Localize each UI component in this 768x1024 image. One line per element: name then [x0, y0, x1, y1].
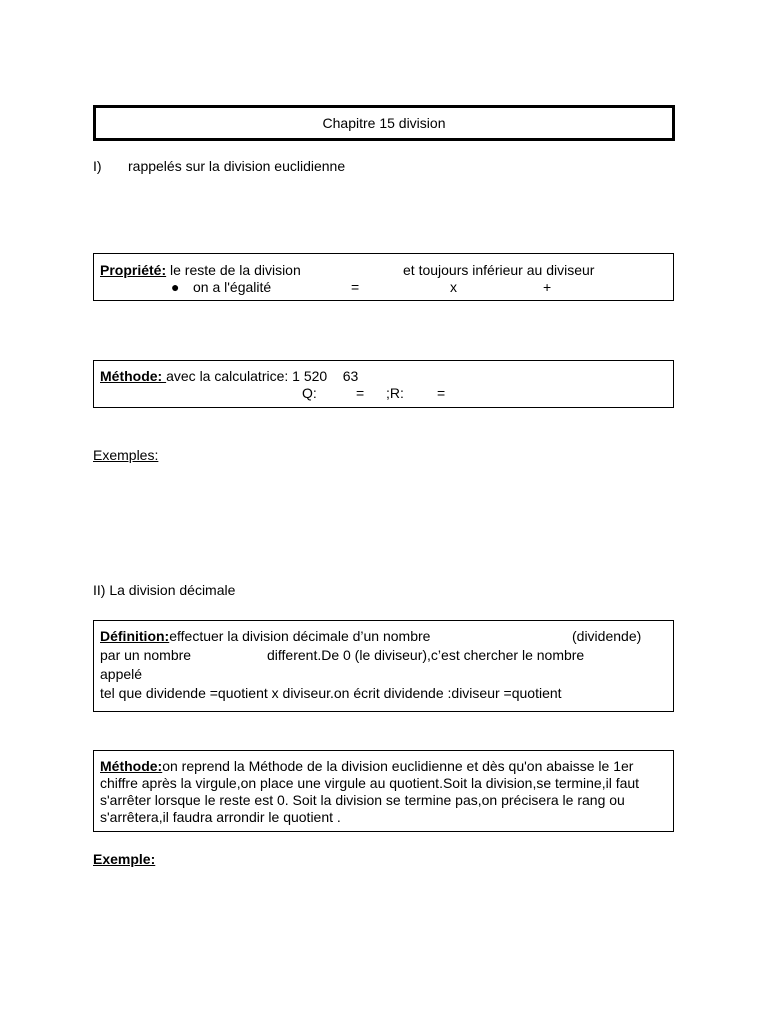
propriete-plus: + — [543, 279, 552, 295]
exemples-heading: Exemples: — [93, 447, 159, 463]
definition-box — [93, 620, 674, 712]
chapter-title-text: Chapitre 15 division — [322, 115, 446, 131]
section1-heading: rappelés sur la division euclidienne — [128, 158, 346, 174]
exemple-heading: Exemple: — [93, 851, 156, 867]
propriete-text1: le reste de la division — [166, 262, 301, 278]
methode1-box — [93, 360, 674, 408]
methode2-box — [93, 750, 674, 832]
definition-l2b: different.De 0 (le diviseur),c’est chercher le nombre — [267, 647, 585, 663]
definition-l2a: par un nombre — [100, 647, 192, 663]
propriete-times: x — [450, 279, 457, 295]
methode2-text: on reprend la Méthode de la division euclidienne et dès qu'on abaisse le 1er chiffre après la virgule,on place une virgule au quotient.Soit la division,se termine,il faut s'arrêter lorsque le reste est 0. Soit la division se termine pas,on précisera le rang ou s'arrêtera,il faudra arrondir le quotient . — [100, 758, 640, 825]
propriete-text3: on a l'égalité — [193, 279, 272, 295]
definition-l4: tel que dividende =quotient x diviseur.on écrit dividende :diviseur =quotient — [100, 685, 562, 701]
propriete-line1 — [100, 262, 301, 278]
propriete-label: Propriété: — [100, 262, 167, 278]
methode1-line1 — [100, 368, 358, 384]
propriete-text2: et toujours inférieur au diviseur — [403, 262, 595, 278]
definition-l1a: effectuer la division décimale d’un nombre — [169, 628, 431, 644]
bullet-icon: ● — [171, 279, 180, 295]
methode2-label: Méthode: — [100, 758, 163, 774]
methode1-label: Méthode: — [100, 368, 167, 384]
definition-l1b: (dividende) — [572, 628, 642, 644]
section2-heading: II) La division décimale — [93, 582, 236, 598]
definition-l3: appelé — [100, 666, 143, 682]
methode1-eq1: = — [356, 385, 365, 401]
definition-label: Définition: — [100, 628, 170, 644]
section1-number: I) — [93, 158, 102, 174]
methode2-paragraph — [100, 758, 665, 826]
methode1-r: ;R: — [386, 385, 404, 401]
propriete-box — [93, 253, 674, 301]
propriete-equals: = — [351, 279, 360, 295]
chapter-title — [93, 105, 675, 141]
definition-line1 — [100, 628, 430, 644]
methode1-q: Q: — [302, 385, 317, 401]
methode1-eq2: = — [437, 385, 446, 401]
methode1-text: avec la calculatrice: 1 520 63 — [166, 368, 359, 384]
